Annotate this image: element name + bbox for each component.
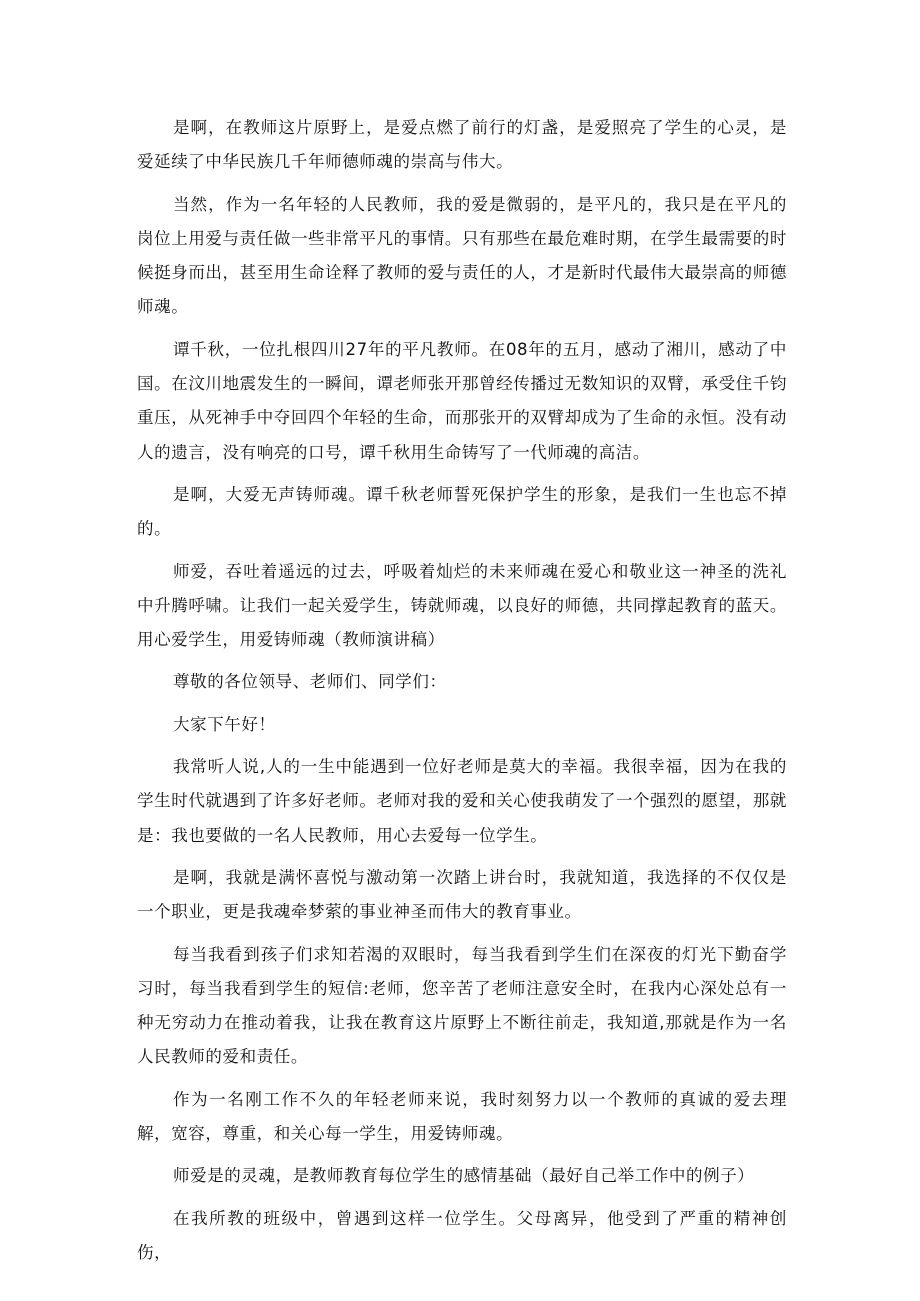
paragraph: 我常听人说,人的一生中能遇到一位好老师是莫大的幸福。我很幸福，因为在我的学生时代就遇到了许多好老师。老师对我的爱和关心使我萌发了一个强烈的愿望，那就是：我也要做的一名人民教师，用心去爱每一位学生。	[137, 757, 787, 845]
paragraph: 是啊，我就是满怀喜悦与激动第一次踏上讲台时，我就知道，我选择的不仅仅是一个职业，更是我魂牵梦萦的事业神圣而伟大的教育事业。	[137, 867, 787, 922]
paragraph: 尊敬的各位领导、老师们、同学们：	[173, 672, 447, 692]
paragraph: 作为一名刚工作不久的年轻老师来说，我时刻努力以一个教师的真诚的爱去理解，宽容，尊重，和关心每一学生，用爱铸师魂。	[137, 1089, 787, 1144]
document-body	[137, 111, 787, 1278]
paragraph: 在我所教的班级中，曾遇到这样一位学生。父母离异，他受到了严重的精神创伤，	[137, 1208, 787, 1262]
paragraph: 是啊，在教师这片原野上，是爱点燃了前行的灯盏，是爱照亮了学生的心灵，是爱延续了中华民族几千年师德师魂的崇高与伟大。	[137, 118, 787, 172]
paragraph: 师爱，吞吐着遥远的过去，呼吸着灿烂的未来师魂在爱心和敬业这一神圣的洗礼中升腾呼啸。让我们一起关爱学生，铸就师魂，以良好的师德，共同撑起教育的蓝天。用心爱学生，用爱铸师魂（教师演讲稿）	[137, 561, 787, 650]
paragraph: 每当我看到孩子们求知若渴的双眼时，每当我看到学生们在深夜的灯光下勤奋学习时，每当我看到学生的短信:老师，您辛苦了老师注意安全时，在我内心深处总有一种无穷动力在推动着我，让我在教育这片原野上不断往前走，我知道,那就是作为一名人民教师的爱和责任。	[137, 944, 787, 1067]
paragraph: 是啊，大爱无声铸师魂。谭千秋老师誓死保护学生的形象，是我们一生也忘不掉的。	[137, 484, 787, 539]
paragraph: 大家下午好！	[173, 714, 276, 734]
paragraph: 谭千秋，一位扎根四川27年的平凡教师。在08年的五月，感动了湘川，感动了中国。在汶川地震发生的一瞬间，谭老师张开那曾经传播过无数知识的双臂，承受住千钧重压，从死神手中夺回四个年轻的生命，而那张开的双臂却成为了生命的永恒。没有动人的遗言，没有响亮的口号，谭千秋用生命铸写了一代师魂的高洁。	[137, 339, 787, 462]
paragraph: 师爱是的灵魂，是教师教育每位学生的感情基础（最好自己举工作中的例子）	[173, 1166, 755, 1186]
paragraph: 当然，作为一名年轻的人民教师，我的爱是微弱的，是平凡的，我只是在平凡的岗位上用爱与责任做一些非常平凡的事情。只有那些在最危难时期，在学生最需要的时候挺身而出，甚至用生命诠释了教师的爱与责任的人，才是新时代最伟大最崇高的师德师魂。	[137, 194, 787, 317]
